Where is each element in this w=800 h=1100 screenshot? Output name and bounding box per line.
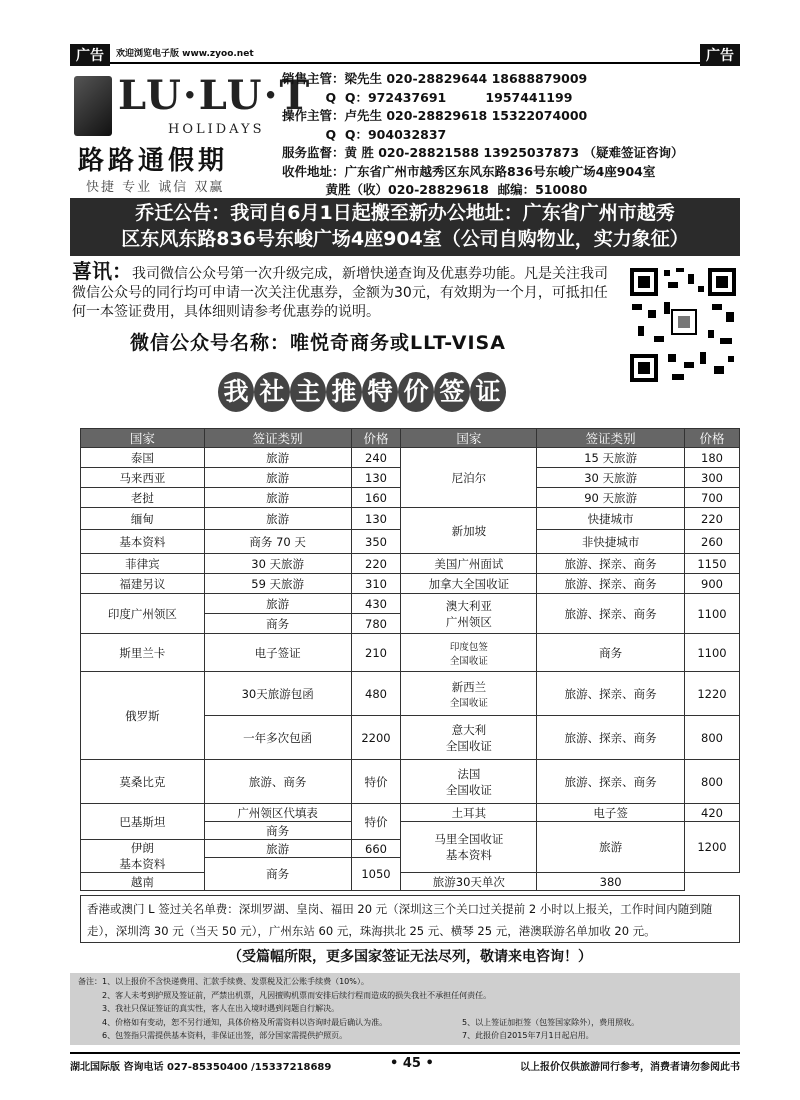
cell: 旅游 (204, 488, 351, 508)
cell: 240 (351, 448, 401, 468)
cell: 1150 (685, 554, 740, 574)
table-row (81, 672, 740, 716)
cell: 泰国 (81, 448, 205, 468)
cell: 旅游、探亲、商务 (537, 594, 685, 634)
top-header-bar (70, 44, 740, 64)
footer-disclaimer: 以上报价仅供旅游同行参考，消费者请勿参阅此书 (520, 1062, 740, 1073)
contact-row: Q Q：904032837 (282, 126, 447, 142)
cell: 160 (351, 488, 401, 508)
cell: 旅游 (204, 840, 351, 858)
table-row (81, 760, 740, 804)
cell: 350 (351, 530, 401, 554)
cell: 1200 (685, 822, 740, 873)
col-header: 价格 (685, 429, 740, 448)
cell (401, 716, 537, 760)
headline-char: 证 (470, 372, 506, 412)
cell: 780 (351, 614, 401, 634)
news-announcement (72, 259, 620, 322)
cell: 新加坡 (401, 508, 537, 554)
visa-price-table (80, 428, 740, 891)
contact-row: 销售主管：梁先生 020-28829644 18688879009 (282, 71, 588, 86)
cell: 1220 (685, 672, 740, 716)
cell: 130 (351, 508, 401, 530)
cell: 商务 70 天 (204, 530, 351, 554)
contact-row: 黄胜（收）020-28829618 邮编：510080 (282, 182, 588, 197)
cell: 260 (685, 530, 740, 554)
cell: 福建另议 (81, 574, 205, 594)
cell: 尼泊尔 (401, 448, 537, 508)
ad-tag-right: 广告 (700, 44, 740, 66)
cell: 旅游、探亲、商务 (537, 716, 685, 760)
cell-line: 广州领区 (445, 614, 492, 629)
company-logo (72, 72, 312, 196)
cell-line: 印度包签 (449, 641, 488, 653)
cell: 旅游 (204, 508, 351, 530)
cell: 商务 (204, 614, 351, 634)
cell (401, 822, 537, 873)
contact-row: Q Q：972437691 1957441199 (282, 89, 573, 105)
cell: 660 (351, 840, 401, 858)
cell: 印度广州领区 (81, 594, 205, 634)
cell-line: 基本资料 (119, 857, 166, 871)
cell: 加拿大全国收证 (401, 574, 537, 594)
table-row (81, 634, 740, 672)
cell: 90 天旅游 (537, 488, 685, 508)
news-label: 喜讯： (72, 259, 132, 283)
ad-tag-left: 广告 (70, 44, 110, 66)
col-header: 国家 (81, 429, 205, 448)
cell (401, 672, 537, 716)
cell: 1100 (685, 634, 740, 672)
cell-line: 新西兰 (451, 679, 487, 694)
cell-line: 全国收证 (449, 697, 488, 709)
cell: 一年多次包函 (204, 716, 351, 760)
table-row (81, 594, 740, 614)
cell: 220 (685, 508, 740, 530)
cell: 商务 (537, 634, 685, 672)
cell: 1100 (685, 594, 740, 634)
cell: 1050 (351, 858, 401, 891)
table-row (81, 574, 740, 594)
logo-chinese-name: 路路通假期 (78, 146, 229, 176)
headline-char: 社 (254, 372, 290, 412)
cell: 480 (351, 672, 401, 716)
cell: 商务 (204, 858, 351, 891)
cell: 特价 (351, 760, 401, 804)
cell-line: 意大利 (451, 722, 487, 737)
headline-char: 主 (290, 372, 326, 412)
cell: 越南 (81, 873, 205, 891)
cell: 菲律宾 (81, 554, 205, 574)
cell: 旅游30天单次 (401, 873, 537, 891)
contact-row: 收件地址：广东省广州市越秀区东风东路836号东峻广场4座904室 (282, 163, 656, 179)
cell: 非快捷城市 (537, 530, 685, 554)
headline-char: 推 (326, 372, 362, 412)
cell (401, 760, 537, 804)
cell: 快捷城市 (537, 508, 685, 530)
banner-line: 区东风东路836号东峻广场4座904室（公司自购物业，实力象征） (121, 228, 689, 250)
cell: 900 (685, 574, 740, 594)
cell: 430 (351, 594, 401, 614)
cell: 800 (685, 760, 740, 804)
remark-line: 备注：1、以上报价不含快递费用、汇款手续费、发票税及汇公账手续费（10%）。 (78, 977, 369, 986)
page-number-value: 45 (402, 1056, 421, 1071)
cell: 电子签证 (204, 634, 351, 672)
contact-info (282, 70, 752, 200)
cell: 310 (351, 574, 401, 594)
headline-char: 签 (434, 372, 470, 412)
cell: 广州领区代填表 (204, 804, 351, 822)
cell: 旅游、探亲、商务 (537, 672, 685, 716)
more-countries-note: （受篇幅所限，更多国家签证无法尽列，敬请来电咨询！） (228, 949, 592, 965)
page-footer (70, 1052, 740, 1074)
logo-holidays: HOLIDAYS (168, 122, 265, 137)
footer-contact: 湖北国际版 咨询电话 027-85350400 /15337218689 (70, 1062, 332, 1073)
remarks-box (70, 973, 740, 1045)
cell: 700 (685, 488, 740, 508)
cell: 旅游 (204, 448, 351, 468)
cell: 斯里兰卡 (81, 634, 205, 672)
cell (81, 840, 205, 873)
cell: 电子签 (537, 804, 685, 822)
cell: 俄罗斯 (81, 672, 205, 760)
wechat-account-name: 微信公众号名称：唯悦奇商务或LLT-VISA (130, 332, 506, 354)
cell (401, 634, 537, 672)
cell: 420 (685, 804, 740, 822)
cell: 30 天旅游 (537, 468, 685, 488)
table-row (81, 508, 740, 530)
cell-line: 马里全国收证 (434, 832, 504, 846)
cell: 130 (351, 468, 401, 488)
cell: 旅游 (204, 468, 351, 488)
hk-macau-notice: 香港或澳门 L 签过关名单费：深圳罗湖、皇岗、福田 20 元（深圳这三个关口过关提前 2 小时以上报关，工作时间内随到随走），深圳湾 30 元（当天 50 元），广州东站 60 元，珠海拱北 25 元、横琴 25 元，港澳联游名单加收 20 元。 (80, 895, 740, 943)
logo-wordmark: LU·LU·T (118, 72, 312, 119)
cell: 300 (685, 468, 740, 488)
table-header-row (81, 429, 740, 448)
cell-line: 澳大利亚 (445, 598, 492, 613)
cell-line: 全国收证 (445, 738, 492, 753)
remark-line: 2、客人未考到护照及签证前，严禁出机票，凡因擅购机票而安排后续行程而造成的损失我社不承担任何责任。 (102, 990, 492, 1000)
cell-line: 伊朗 (130, 841, 154, 855)
cell: 缅甸 (81, 508, 205, 530)
cell: 美国广州面试 (401, 554, 537, 574)
cell-line: 全国收证 (445, 782, 492, 797)
logo-mark-icon (74, 76, 112, 136)
welcome-text: 欢迎浏览电子版 www.zyoo.net (116, 49, 254, 59)
table-row (81, 448, 740, 468)
cell: 30天旅游包函 (204, 672, 351, 716)
cell: 30 天旅游 (204, 554, 351, 574)
cell-line: 法国 (457, 766, 481, 781)
headline-char: 特 (362, 372, 398, 412)
cell-line: 基本资料 (445, 848, 492, 862)
cell: 旅游 (204, 594, 351, 614)
headline-char: 我 (218, 372, 254, 412)
cell: 旅游、商务 (204, 760, 351, 804)
cell: 旅游、探亲、商务 (537, 554, 685, 574)
cell: 旅游 (537, 822, 685, 873)
cell (401, 594, 537, 634)
cell: 土耳其 (401, 804, 537, 822)
cell: 220 (351, 554, 401, 574)
col-header: 签证类别 (537, 429, 685, 448)
cell: 800 (685, 716, 740, 760)
remark-line: 5、以上签证加拒签（包签国家除外），费用照收。 (462, 1017, 640, 1027)
cell: 旅游、探亲、商务 (537, 760, 685, 804)
remark-line: 4、价格如有变动，恕不另行通知，具体价格及所需资料以咨询时最后确认为准。 (102, 1017, 388, 1027)
featured-visa-headline (218, 372, 548, 416)
logo-slogan: 快捷 专业 诚信 双赢 (86, 180, 225, 195)
contact-row: 服务监督：黄 胜 020-28821588 13925037873 （疑难签证咨询） (282, 145, 684, 160)
cell: 210 (351, 634, 401, 672)
cell: 特价 (351, 804, 401, 840)
cell: 巴基斯坦 (81, 804, 205, 840)
contact-row: 操作主管：卢先生 020-28829618 15322074000 (282, 108, 588, 123)
col-header: 国家 (401, 429, 537, 448)
cell: 马来西亚 (81, 468, 205, 488)
cell: 基本资料 (81, 530, 205, 554)
cell: 旅游、探亲、商务 (537, 574, 685, 594)
col-header: 签证类别 (204, 429, 351, 448)
cell-line: 全国收证 (449, 655, 488, 667)
relocation-banner (70, 198, 740, 256)
table-row (81, 804, 740, 822)
cell: 商务 (204, 822, 351, 840)
cell: 莫桑比克 (81, 760, 205, 804)
page-number: • 45 • (390, 1056, 434, 1071)
cell: 老挝 (81, 488, 205, 508)
cell: 380 (537, 873, 685, 891)
col-header: 价格 (351, 429, 401, 448)
cell: 15 天旅游 (537, 448, 685, 468)
table-row (81, 554, 740, 574)
qr-code-icon (628, 266, 738, 384)
cell: 180 (685, 448, 740, 468)
news-text: 我司微信公众号第一次升级完成，新增快递查询及优惠券功能。凡是关注我司微信公众号的同行均可申请一次关注优惠券，金额为30元，有效期为一个月，可抵扣任何一本签证费用，具体细则请参考优惠券的说明。 (72, 266, 608, 320)
headline-char: 价 (398, 372, 434, 412)
banner-line: 乔迁公告：我司自6月1日起搬至新办公地址：广东省广州市越秀 (135, 202, 675, 224)
remark-line: 6、包签指只需提供基本资料，非保证出签，部分国家需提供护照页。 (102, 1031, 348, 1040)
remark-line: 3、我社只保证签证的真实性，客人在出入境时遇到问题自行解决。 (102, 1004, 340, 1013)
table-row (81, 873, 740, 891)
cell: 2200 (351, 716, 401, 760)
remark-line: 7、此报价自2015年7月1日起启用。 (462, 1031, 594, 1040)
cell: 59 天旅游 (204, 574, 351, 594)
